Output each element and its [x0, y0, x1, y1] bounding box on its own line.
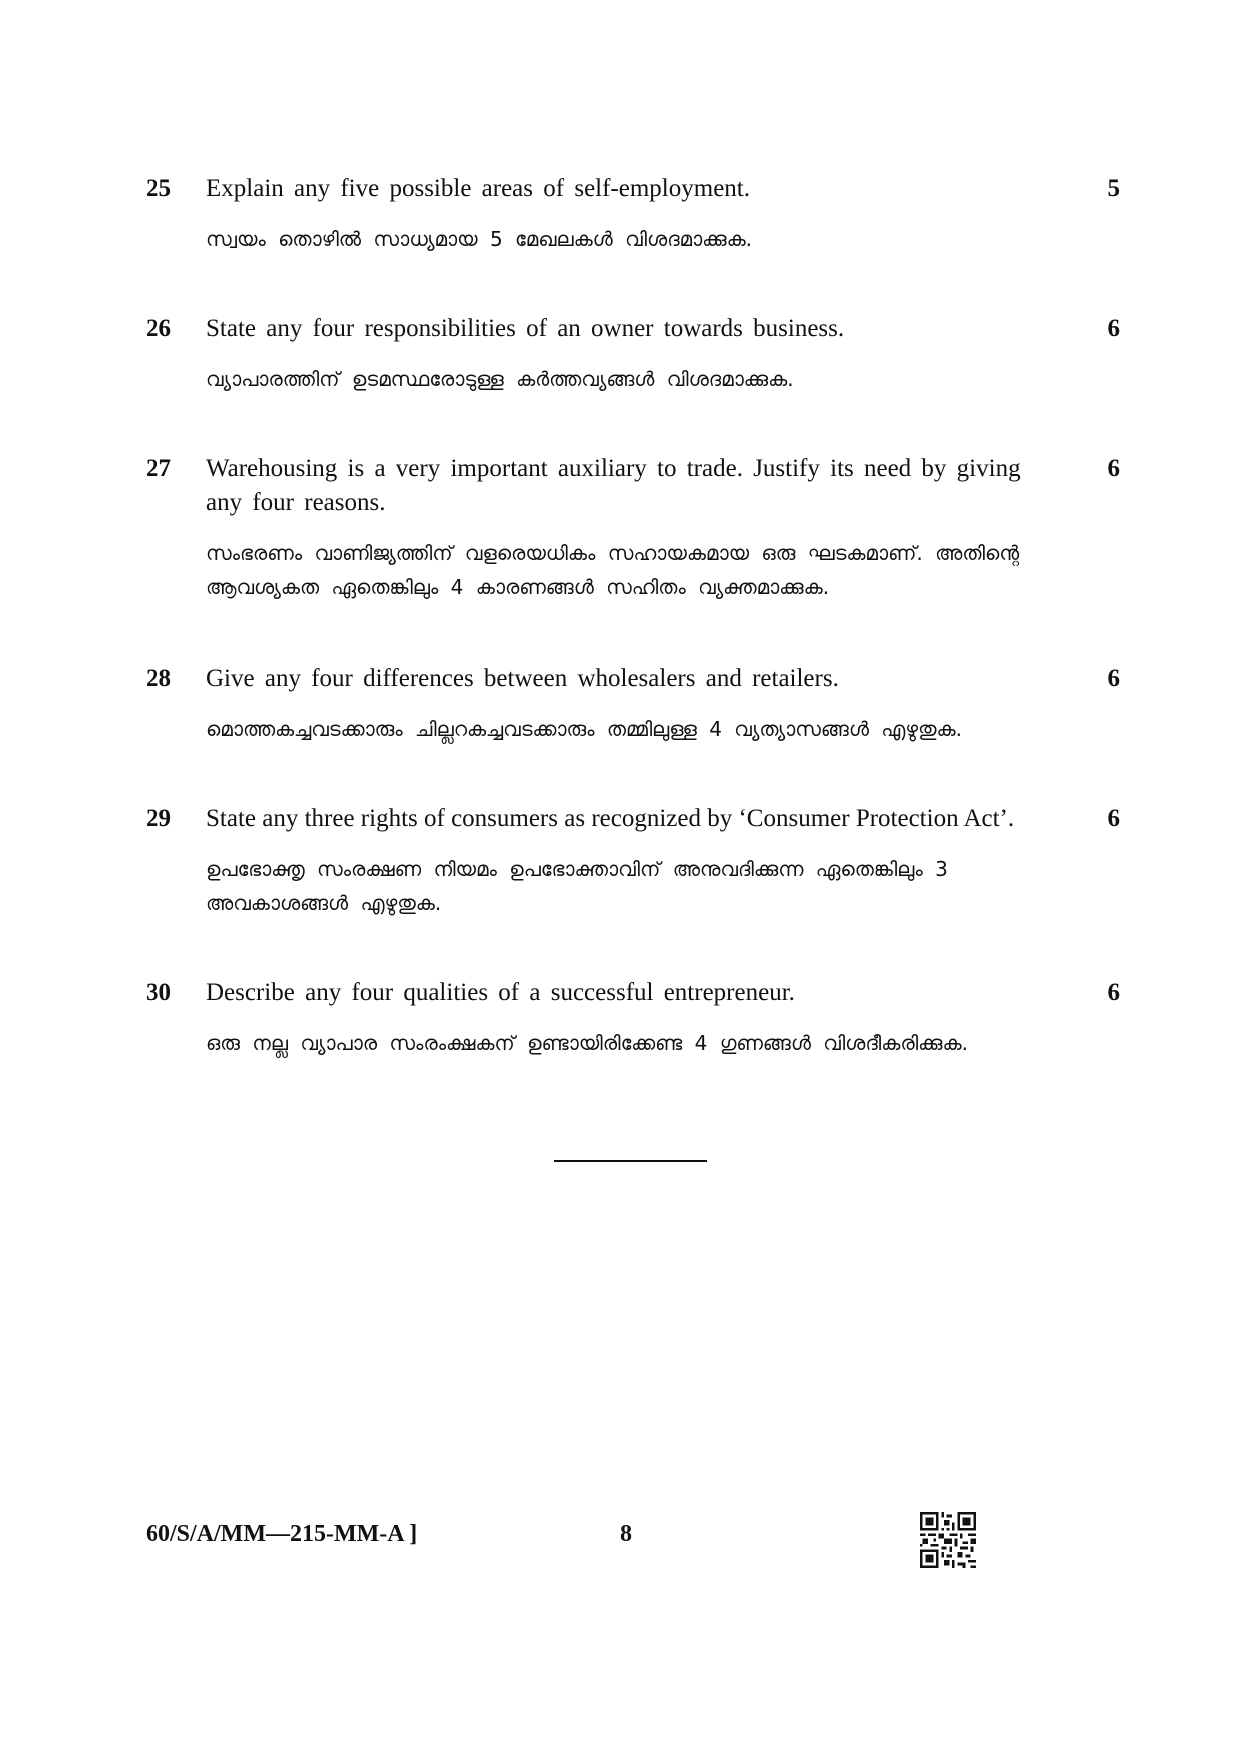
question-number: 27 — [146, 455, 171, 482]
question-malayalam: സ്വയം തൊഴിൽ സാധ്യമായ 5 മേഖലകൾ വിശദമാക്കുക. — [206, 227, 753, 251]
question-marks: 6 — [1107, 315, 1120, 342]
question-marks: 5 — [1107, 175, 1120, 202]
question-number: 29 — [146, 805, 171, 832]
question-text: Give any four differences between wholesalers and retailers. — [206, 665, 839, 692]
question-malayalam: ഒരു നല്ല വ്യാപാര സംരംക്ഷകന് ഉണ്ടായിരിക്കേണ്ട 4 ഗുണങ്ങൾ വിശദീകരിക്കുക. — [206, 1031, 968, 1055]
question-number: 26 — [146, 315, 171, 342]
paper-code: 60/S/A/MM—215-MM-A ] — [146, 1521, 418, 1547]
question-30 — [146, 976, 1120, 1066]
question-text: Describe any four qualities of a successful entrepreneur. — [206, 979, 795, 1006]
question-marks: 6 — [1107, 979, 1120, 1006]
qr-code-icon — [920, 1512, 976, 1568]
end-of-section-rule — [554, 1160, 707, 1162]
question-marks: 6 — [1107, 665, 1120, 692]
question-number: 25 — [146, 175, 171, 202]
question-25 — [146, 172, 1120, 262]
question-malayalam: വ്യാപാരത്തിന് ഉടമസ്ഥരോടുള്ള കർത്തവ്യങ്ങൾ വിശദമാക്കുക. — [206, 367, 794, 391]
question-26 — [146, 312, 1120, 402]
question-text: Explain any five possible areas of self-employment. — [206, 175, 750, 202]
question-malayalam: ഉപഭോക്തൃ സംരക്ഷണ നിയമം ഉപഭോക്താവിന് അനുവദിക്കുന്ന ഏതെങ്കിലും 3 അവകാശങ്ങൾ എഴുതുക. — [206, 857, 948, 915]
question-text: State any three rights of consumers as recognized by ‘Consumer Protection Act’. — [206, 805, 1015, 832]
question-marks: 6 — [1107, 455, 1120, 482]
question-27 — [146, 452, 1120, 612]
question-text: Warehousing is a very important auxiliary to trade. Justify its need by giving any four reasons. — [206, 455, 1021, 516]
question-28 — [146, 662, 1120, 752]
question-number: 30 — [146, 979, 171, 1006]
question-number: 28 — [146, 665, 171, 692]
question-malayalam: സംഭരണം വാണിജ്യത്തിന് വളരെയധികം സഹായകമായ ഒരു ഘടകമാണ്. അതിന്റെ ആവശ്യകത ഏതെങ്കിലും 4 കാരണങ്ങൾ സഹിതം വ്യക്തമാക്കുക. — [206, 541, 1020, 599]
page-number: 8 — [620, 1521, 632, 1547]
question-malayalam: മൊത്തകച്ചവടക്കാരും ചില്ലറകച്ചവടക്കാരും തമ്മിലുള്ള 4 വ്യത്യാസങ്ങൾ എഴുതുക. — [206, 717, 962, 741]
question-text: State any four responsibilities of an owner towards business. — [206, 315, 845, 342]
question-marks: 6 — [1107, 805, 1120, 832]
question-29 — [146, 802, 1120, 932]
